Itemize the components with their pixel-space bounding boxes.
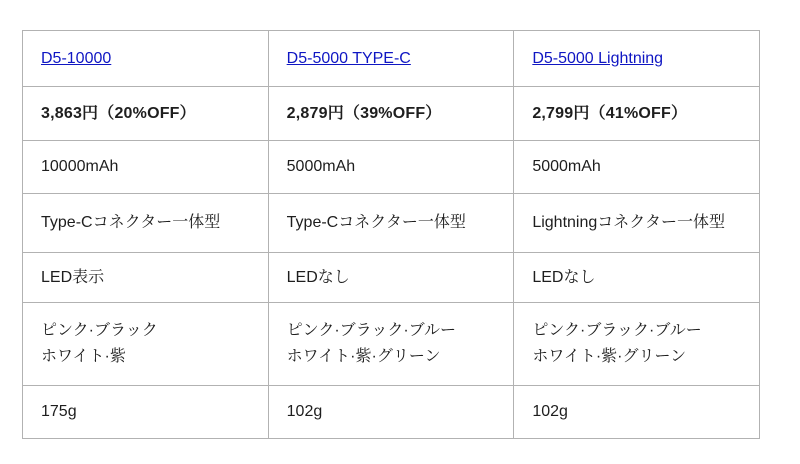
table-row-capacity xyxy=(23,141,760,194)
comparison-table xyxy=(22,30,760,439)
colors-cell xyxy=(23,303,269,386)
product-link[interactable]: D5-5000 Lightning xyxy=(532,49,664,67)
table-row-colors xyxy=(23,303,760,386)
colors-cell xyxy=(268,303,514,386)
table-row-connector xyxy=(23,194,760,253)
weight-cell: 175g xyxy=(23,386,269,439)
table-row-weight xyxy=(23,386,760,439)
capacity-cell: 10000mAh xyxy=(23,141,269,194)
table-row-product-names xyxy=(23,31,760,87)
weight-cell: 102g xyxy=(514,386,760,439)
price-cell: 2,879円（39%OFF） xyxy=(268,87,514,141)
led-cell: LED表示 xyxy=(23,253,269,303)
capacity-cell: 5000mAh xyxy=(268,141,514,194)
table-row-price xyxy=(23,87,760,141)
product-link[interactable]: D5-10000 xyxy=(41,49,112,67)
led-cell: LEDなし xyxy=(514,253,760,303)
colors-line-2: ホワイト·紫 xyxy=(41,348,126,365)
product-link[interactable]: D5-5000 TYPE-C xyxy=(286,49,411,67)
product-name-cell xyxy=(23,31,269,87)
colors-line-1: ピンク·ブラック·ブルー xyxy=(532,322,702,339)
colors-line-2: ホワイト·紫·グリーン xyxy=(532,348,687,365)
price-cell: 3,863円（20%OFF） xyxy=(23,87,269,141)
connector-cell: Type-Cコネクター一体型 xyxy=(268,194,514,253)
price-cell: 2,799円（41%OFF） xyxy=(514,87,760,141)
capacity-cell: 5000mAh xyxy=(514,141,760,194)
colors-line-2: ホワイト·紫·グリーン xyxy=(286,348,441,365)
table-row-led xyxy=(23,253,760,303)
product-name-cell xyxy=(268,31,514,87)
weight-cell: 102g xyxy=(268,386,514,439)
colors-line-1: ピンク·ブラック·ブルー xyxy=(286,322,457,339)
connector-cell: Type-Cコネクター一体型 xyxy=(23,194,269,253)
connector-cell: Lightningコネクター一体型 xyxy=(514,194,760,253)
colors-cell xyxy=(514,303,760,386)
product-name-cell xyxy=(514,31,760,87)
led-cell: LEDなし xyxy=(268,253,514,303)
colors-line-1: ピンク·ブラック xyxy=(41,322,158,339)
